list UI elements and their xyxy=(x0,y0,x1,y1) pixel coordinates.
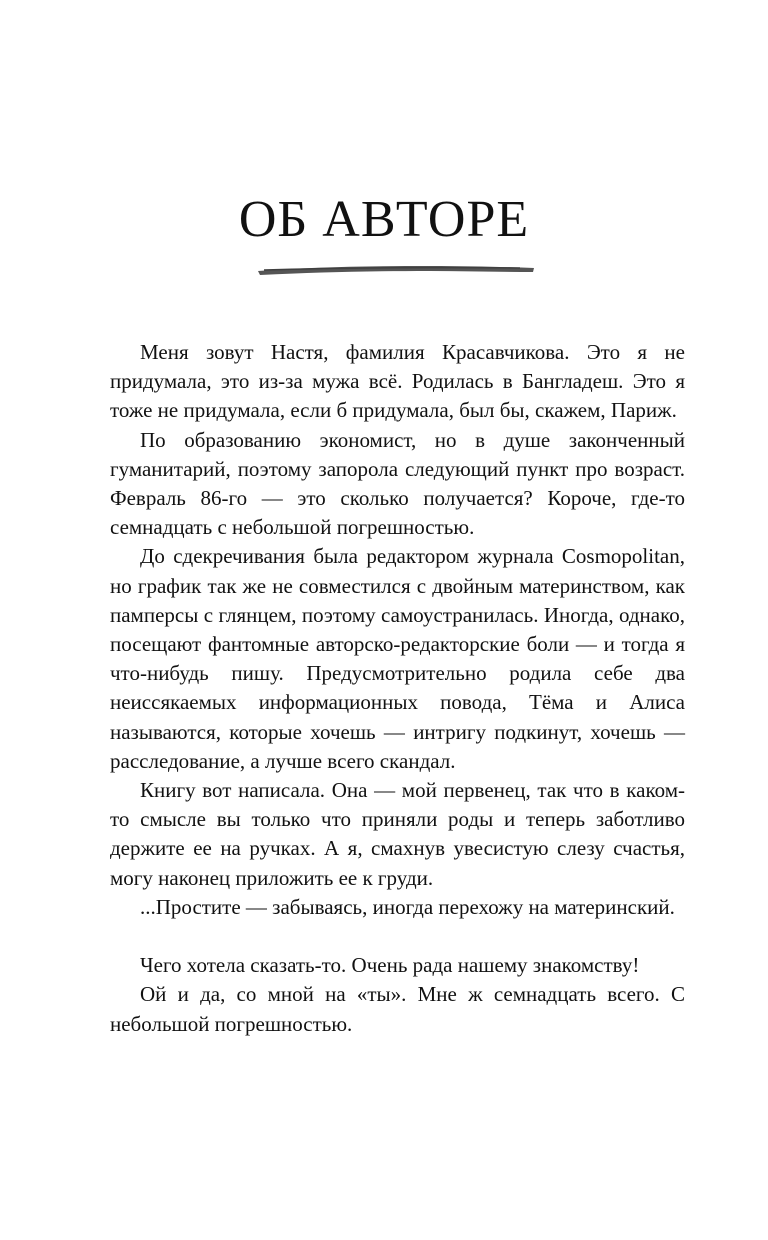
bio-paragraph-5: ...Простите — забываясь, иногда перехожу на материнский. xyxy=(140,894,675,919)
bio-paragraph-1: Меня зовут Настя, фамилия Красавчикова. Это я не придумала, это из-за мужа всё. Родилась в Бангладеш. Это я тоже не придумала, если б придумала, был бы, скажем, Париж. xyxy=(110,340,685,423)
brush-underline-decoration xyxy=(250,258,540,280)
bio-paragraph-4: Книгу вот написала. Она — мой первенец, так что в каком-то смысле вы только что приняли роды и теперь заботливо держите ее на ручках. А я, смахнув увесистую слезу счастья, могу наконец приложить ее к груди. xyxy=(110,778,685,890)
closing-paragraph-1: Чего хотела сказать-то. Очень рада нашему знакомству! xyxy=(140,953,640,978)
bio-paragraph-3: До сдекречивания была редактором журнала Cosmopolitan, но график так же не совместился с двойным материнством, как памперсы с глянцем, поэтому самоустранилась. Иногда, однако, посещают фантомные авторско-редакторские боли — и тогда я что-нибудь пишу. Предусмотрительно родила себе два неиссякаемых информационных повода, Тёма и Алиса называются, которые хочешь — интригу подкинут, хочешь — расследование, а лучше всего скандал. xyxy=(110,544,685,773)
closing-paragraph-2: Ой и да, со мной на «ты». Мне ж семнадцать всего. С небольшой погрешностью. xyxy=(110,982,685,1036)
author-bio xyxy=(110,338,685,1039)
paragraph-gap xyxy=(110,922,685,951)
bio-paragraph-2: По образованию экономист, но в душе законченный гуманитарий, поэтому запорола следующий пункт про возраст. Февраль 86-го — это сколько получается? Короче, где-то семнадцать с небольшой погрешностью. xyxy=(110,427,685,540)
page-title: ОБ АВТОРЕ xyxy=(238,191,530,248)
